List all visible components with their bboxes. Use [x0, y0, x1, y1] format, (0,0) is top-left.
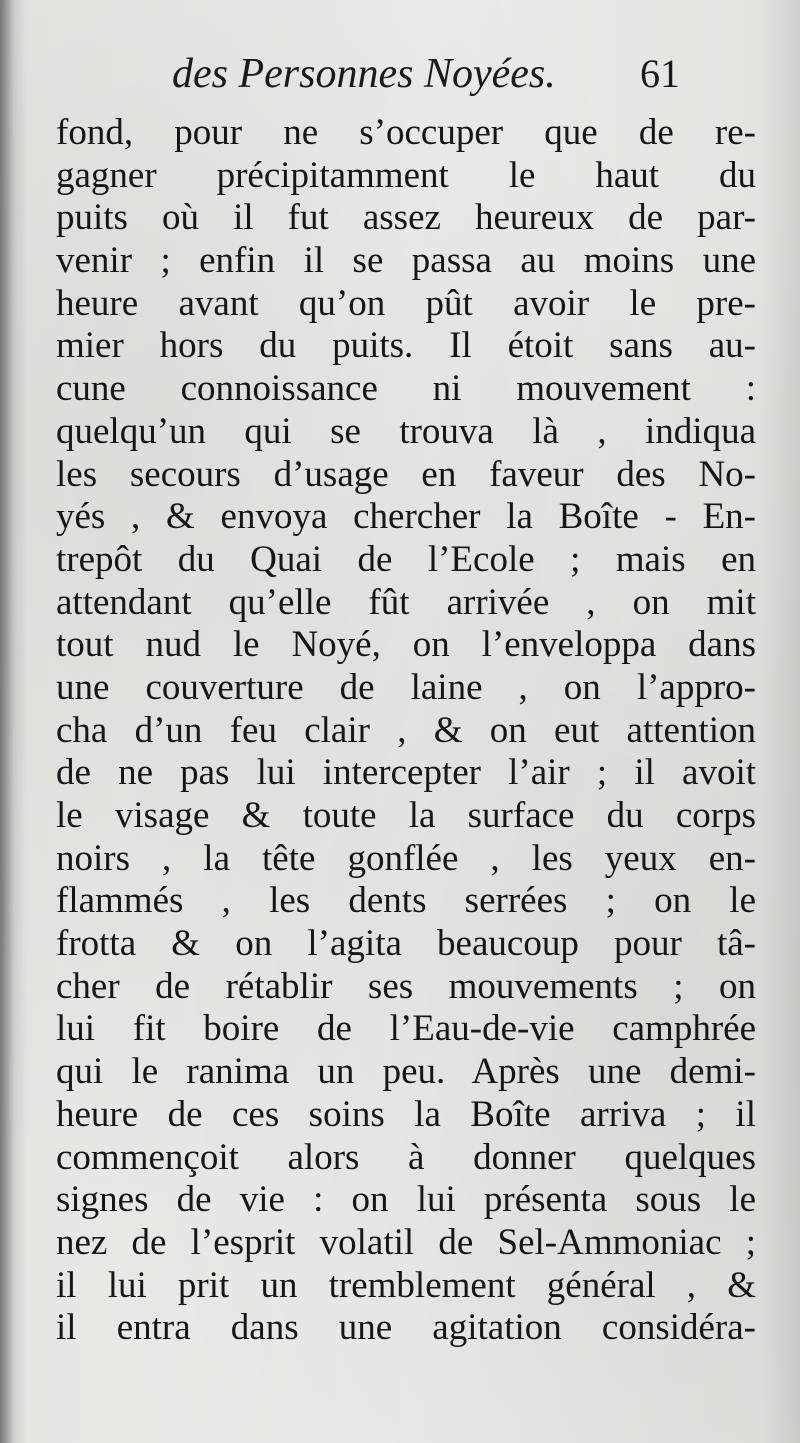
text-line: venir ; enfin il se passa au moins une [56, 240, 756, 282]
text-line: flammés , les dents serrées ; on le [56, 880, 756, 922]
text-line: il entra dans une agitation considéra- [56, 1307, 756, 1349]
text-line: cha d’un feu clair , & on eut attention [56, 709, 756, 751]
text-line: les secours d’usage en faveur des No- [56, 453, 756, 495]
text-line: heure avant qu’on pût avoir le pre- [56, 282, 756, 324]
text-line: noirs , la tête gonflée , les yeux en- [56, 837, 756, 879]
text-line: lui fit boire de l’Eau-de-vie camphrée [56, 1008, 756, 1050]
text-line: fond, pour ne s’occuper que de re- [56, 112, 756, 153]
text-line: trepôt du Quai de l’Ecole ; mais en [56, 538, 756, 580]
text-line: commençoit alors à donner quelques [56, 1136, 756, 1178]
text-line: signes de vie : on lui présenta sous le [56, 1179, 756, 1221]
text-line: cher de rétablir ses mouvements ; on [56, 965, 756, 1007]
text-line: frotta & on l’agita beaucoup pour tâ- [56, 923, 756, 965]
text-line: mier hors du puits. Il étoit sans au- [56, 325, 756, 367]
text-line: nez de l’esprit volatil de Sel-Ammoniac ; [56, 1221, 756, 1263]
text-line: le visage & toute la surface du corps [56, 795, 756, 836]
text-line: attendant qu’elle fût arrivée , on mit [56, 581, 756, 623]
text-line: cune connoissance ni mouvement : [56, 368, 756, 410]
running-head: des Personnes Noyées. [172, 51, 556, 97]
text-line: tout nud le Noyé, on l’enveloppa dans [56, 624, 756, 666]
gutter-shadow [0, 0, 14, 1443]
text-line: quelqu’un qui se trouva là , indiqua [56, 410, 756, 452]
text-line: gagner précipitamment le haut du [56, 154, 756, 196]
text-line: puits où il fut assez heureux de par- [56, 197, 756, 239]
body-text [56, 112, 756, 1350]
text-line: yés , & envoya chercher la Boîte - En- [56, 496, 756, 538]
text-line: une couverture de laine , on l’appro- [56, 666, 756, 708]
text-line: il lui prit un tremblement général , & [56, 1264, 756, 1306]
text-line: heure de ces soins la Boîte arriva ; il [56, 1093, 756, 1135]
page-number: 61 [640, 51, 680, 96]
text-line: de ne pas lui intercepter l’air ; il avoit [56, 752, 756, 794]
text-line: qui le ranima un peu. Après une demi- [56, 1051, 756, 1093]
